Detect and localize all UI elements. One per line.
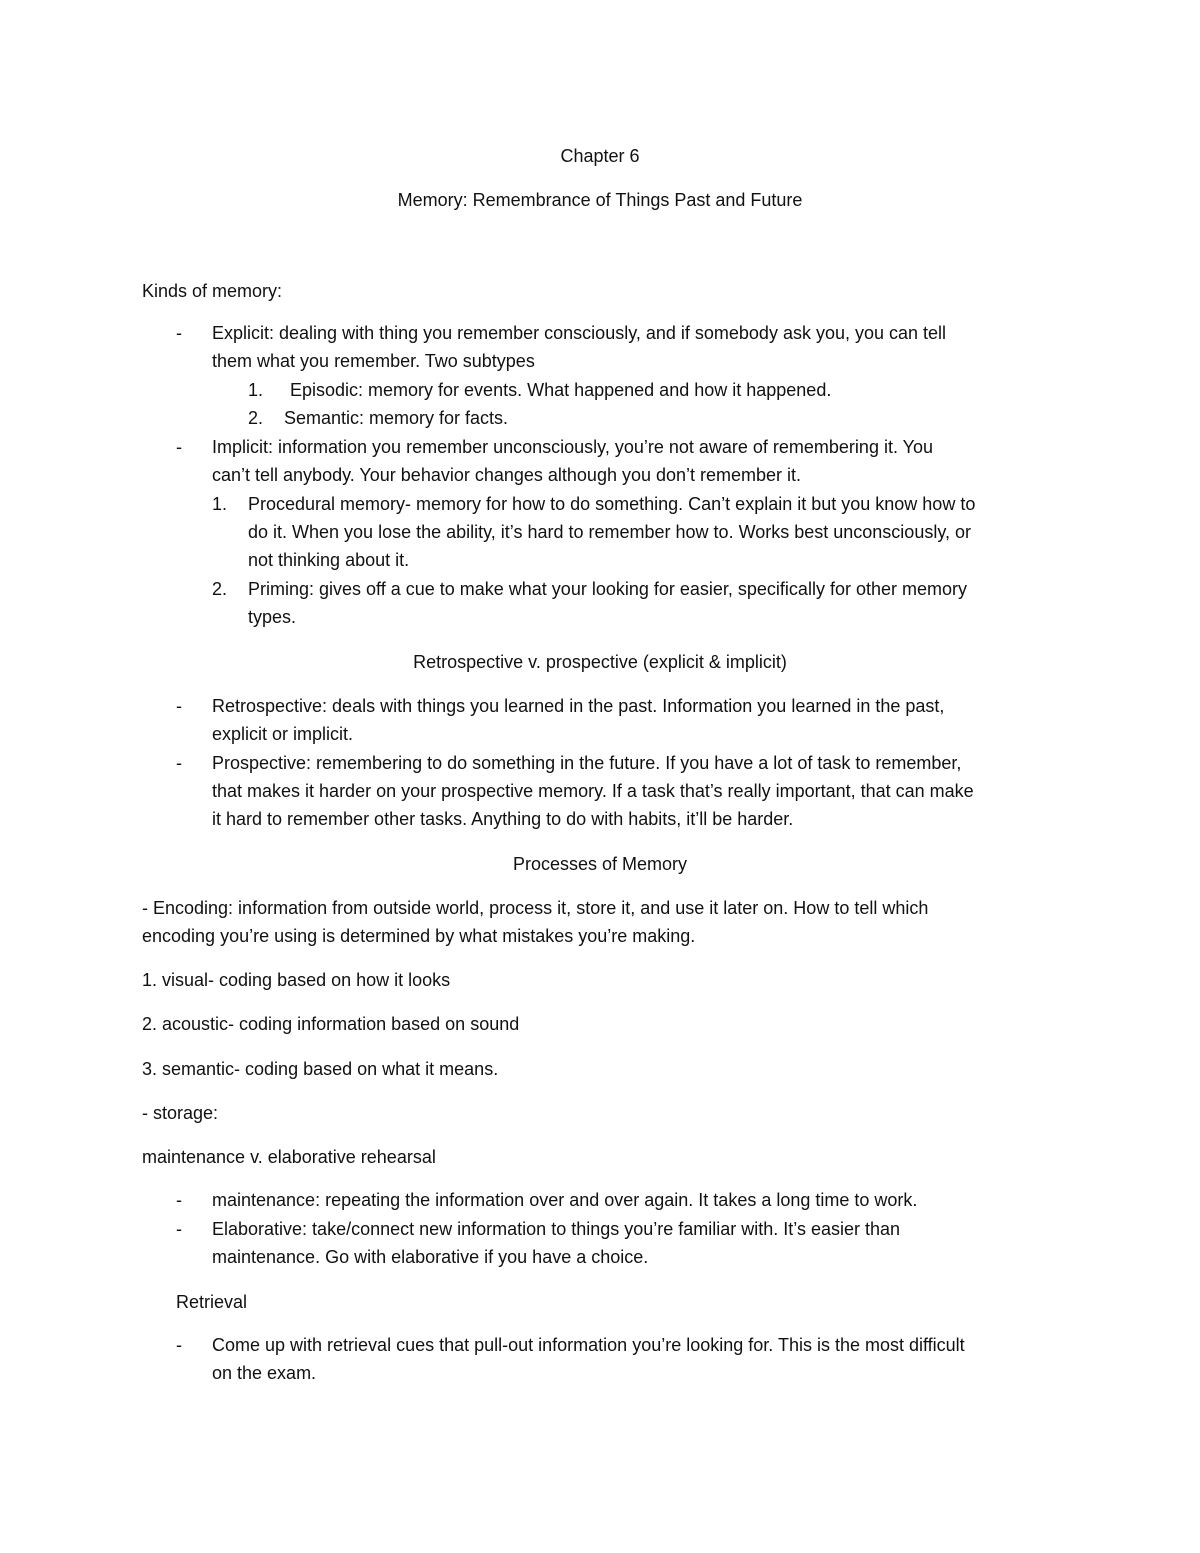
semantic-coding-text: 3. semantic- coding based on what it means. <box>142 1059 499 1079</box>
list-number: 1. <box>248 380 264 400</box>
retrospective-text-line1: Retrospective: deals with things you learned in the past. Information you learned in the past, <box>212 696 945 716</box>
retro-heading: Retrospective v. prospective (explicit & implicit) <box>413 652 787 672</box>
procedural-text-line2: do it. When you lose the ability, it’s hard to remember how to. Works best unconsciously, or <box>248 522 971 542</box>
maintenance-text: maintenance: repeating the information over and over again. It takes a long time to work. <box>212 1190 918 1210</box>
implicit-text-line1: Implicit: information you remember unconsciously, you’re not aware of remembering it. You <box>212 437 934 457</box>
priming-text-line2: types. <box>248 607 297 627</box>
visual-coding-text: 1. visual- coding based on how it looks <box>142 970 451 990</box>
procedural-text-line3: not thinking about it. <box>248 550 410 570</box>
storage-text: - storage: <box>142 1103 219 1123</box>
page-subtitle: Memory: Remembrance of Things Past and Future <box>397 190 803 210</box>
bullet-dash: - <box>176 323 182 343</box>
rehearsal-text: maintenance v. elaborative rehearsal <box>142 1147 436 1167</box>
bullet-dash: - <box>176 437 182 457</box>
bullet-dash: - <box>176 1335 182 1355</box>
list-number: 2. <box>248 408 264 428</box>
bullet-dash: - <box>176 1219 182 1239</box>
explicit-text-line2: them what you remember. Two subtypes <box>212 351 535 371</box>
processes-heading: Processes of Memory <box>512 854 688 874</box>
encoding-text-line2: encoding you’re using is determined by what mistakes you’re making. <box>142 926 696 946</box>
elaborative-text-line2: maintenance. Go with elaborative if you have a choice. <box>212 1247 649 1267</box>
prospective-text-line1: Prospective: remembering to do something in the future. If you have a lot of task to remember, <box>212 753 962 773</box>
implicit-text-line2: can’t tell anybody. Your behavior changes although you don’t remember it. <box>212 465 802 485</box>
list-number: 2. <box>212 579 228 599</box>
semantic-text: Semantic: memory for facts. <box>284 408 509 428</box>
procedural-text-line1: Procedural memory- memory for how to do something. Can’t explain it but you know how to <box>248 494 976 514</box>
episodic-text: Episodic: memory for events. What happened and how it happened. <box>290 380 832 400</box>
retrieval-text-line1: Come up with retrieval cues that pull-out information you’re looking for. This is the most difficult <box>212 1335 965 1355</box>
priming-text-line1: Priming: gives off a cue to make what your looking for easier, specifically for other memory <box>248 579 967 599</box>
elaborative-text-line1: Elaborative: take/connect new information to things you’re familiar with. It’s easier than <box>212 1219 901 1239</box>
retrieval-text-line2: on the exam. <box>212 1363 317 1383</box>
bullet-dash: - <box>176 696 182 716</box>
explicit-text-line1: Explicit: dealing with thing you remember consciously, and if somebody ask you, you can tell <box>212 323 947 343</box>
page-title: Chapter 6 <box>560 146 640 166</box>
acoustic-coding-text: 2. acoustic- coding information based on sound <box>142 1014 520 1034</box>
bullet-dash: - <box>176 1190 182 1210</box>
retrospective-text-line2: explicit or implicit. <box>212 724 354 744</box>
encoding-text-line1: - Encoding: information from outside world, process it, store it, and use it later on. How to tell which <box>142 898 929 918</box>
list-number: 1. <box>212 494 228 514</box>
bullet-dash: - <box>176 753 182 773</box>
prospective-text-line2: that makes it harder on your prospective memory. If a task that’s really important, that can make <box>212 781 974 801</box>
kinds-heading: Kinds of memory: <box>142 281 283 301</box>
prospective-text-line3: it hard to remember other tasks. Anything to do with habits, it’ll be harder. <box>212 809 794 829</box>
retrieval-heading: Retrieval <box>176 1292 248 1312</box>
